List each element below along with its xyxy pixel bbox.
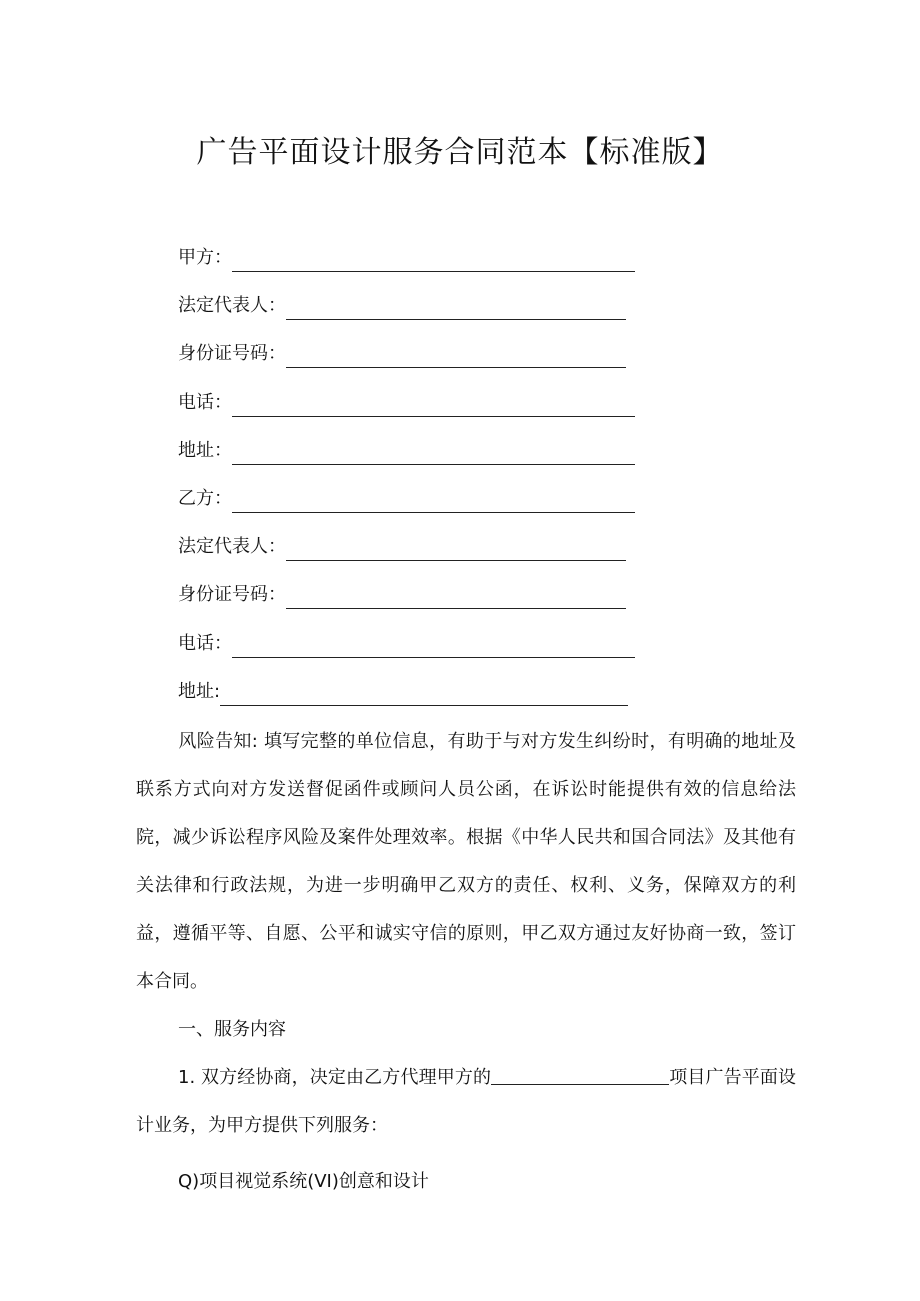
party-a-id-number-field	[178, 340, 626, 368]
party-b-legal-rep-blank[interactable]	[286, 538, 626, 561]
party-a-legal-rep-blank[interactable]	[286, 297, 626, 320]
field-label: 身份证号码：	[178, 343, 286, 364]
clause-1-prefix: 1. 双方经协商，决定由乙方代理甲方的	[178, 1067, 492, 1088]
field-label: 法定代表人：	[178, 536, 286, 557]
party-b-id-number-blank[interactable]	[286, 586, 626, 609]
party-a-blank[interactable]	[232, 249, 635, 272]
project-name-blank[interactable]	[491, 1064, 669, 1085]
field-label: 甲方：	[178, 247, 232, 268]
field-label: 身份证号码：	[178, 584, 286, 605]
document-title: 广告平面设计服务合同范本【标准版】	[196, 135, 724, 170]
party-b-id-number-field	[178, 581, 626, 609]
field-label: 电话：	[178, 633, 232, 654]
clause-1-paragraph	[136, 1054, 796, 1150]
party-b-field	[178, 485, 635, 513]
service-item-1: Q)项目视觉系统(VI)创意和设计	[178, 1171, 429, 1192]
party-a-phone-blank[interactable]	[232, 394, 635, 417]
party-a-legal-rep-field	[178, 292, 626, 320]
party-a-address-blank[interactable]	[232, 442, 635, 465]
party-b-blank[interactable]	[232, 490, 635, 513]
clause-1-suffix: 项目广告平面设计业务，为甲方提供下列服务：	[136, 1067, 796, 1136]
field-label: 乙方：	[178, 488, 232, 509]
party-b-address-field	[178, 678, 628, 706]
party-a-id-number-blank[interactable]	[286, 345, 626, 368]
risk-notice-text: 风险告知: 填写完整的单位信息，有助于与对方发生纠纷时，有明确的地址及联系方式向对方发送督促函件或顾问人员公函，在诉讼时能提供有效的信息给法院，减少诉讼程序风险及案件处理效率。根据《中华人民共和国合同法》及其他有关法律和行政法规，为进一步明确甲乙双方的责任、权利、义务，保障双方的利益，遵循平等、自愿、公平和诚实守信的原则，甲乙双方通过友好协商一致，签订本合同。	[136, 731, 796, 992]
field-label: 地址：	[178, 440, 232, 461]
party-a-field	[178, 244, 635, 272]
field-label: 法定代表人：	[178, 295, 286, 316]
party-b-phone-blank[interactable]	[232, 635, 635, 658]
party-b-phone-field	[178, 630, 635, 658]
section-heading-service-content: 一、服务内容	[178, 1019, 286, 1040]
field-label: 地址:	[178, 681, 221, 702]
party-a-phone-field	[178, 389, 635, 417]
field-label: 电话：	[178, 392, 232, 413]
risk-notice-paragraph	[136, 718, 796, 1006]
party-b-address-blank[interactable]	[220, 683, 628, 706]
party-a-address-field	[178, 437, 635, 465]
party-b-legal-rep-field	[178, 533, 626, 561]
